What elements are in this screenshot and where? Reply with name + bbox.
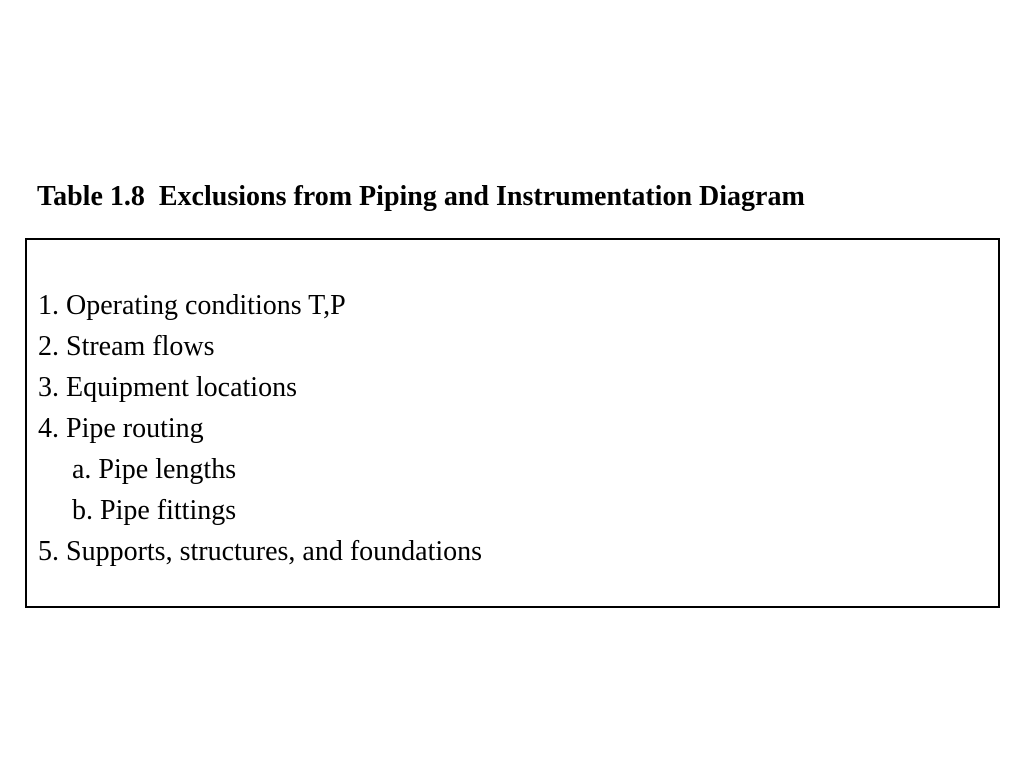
exclusions-list (38, 285, 482, 572)
exclusions-box (25, 238, 1000, 608)
list-subitem-pipe-lengths: a. Pipe lengths (72, 454, 237, 485)
list-item-stream-flows: 2. Stream flows (38, 331, 215, 362)
list-item-pipe-routing: 4. Pipe routing (38, 413, 204, 444)
list-subitem-pipe-fittings: b. Pipe fittings (72, 495, 237, 526)
list-item-operating-conditions: 1. Operating conditions T,P (38, 290, 346, 321)
table-title: Table 1.8 Exclusions from Piping and Instrumentation Diagram (37, 181, 805, 212)
list-item-equipment-locations: 3. Equipment locations (38, 372, 297, 403)
list-item-supports: 5. Supports, structures, and foundations (38, 536, 483, 567)
